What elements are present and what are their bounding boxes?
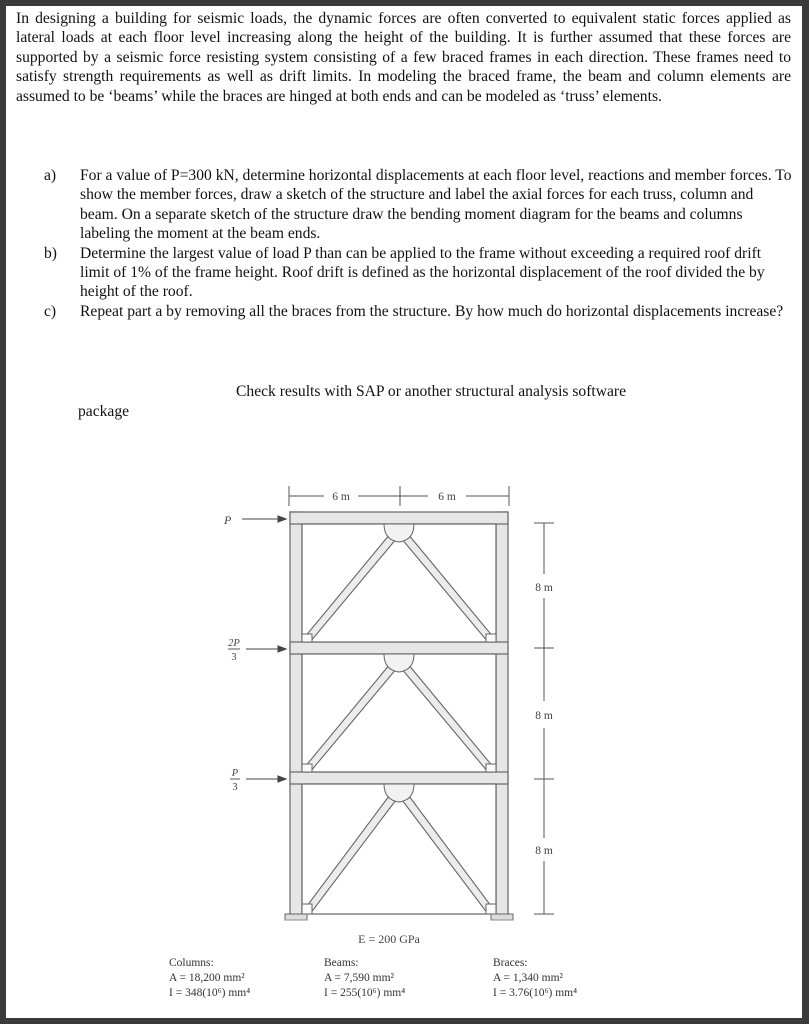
left-column <box>290 512 302 916</box>
part-b-text: Determine the largest value of load P than can be applied to the frame without exceeding a required roof drift limit of 1% of the frame height. Roof drift is defined as the horizontal displacement of the roof divided the by height of the roof. <box>80 244 765 301</box>
span-right-label: 6 m <box>438 491 456 503</box>
gusset-3-left <box>302 634 312 642</box>
load-top-label: P <box>224 513 232 527</box>
story-2-height-label: 8 m <box>535 710 553 722</box>
part-c-label: c) <box>44 302 57 320</box>
load-low-denominator: 3 <box>232 782 238 793</box>
load-arrow-second-head <box>278 776 286 782</box>
load-low-numerator: P <box>231 768 239 779</box>
second-floor-beam <box>290 772 508 784</box>
left-support <box>285 914 307 920</box>
story-1-height-label: 8 m <box>535 845 553 857</box>
gusset-2-left <box>302 764 312 772</box>
braces-title: Braces: <box>493 957 528 969</box>
columns-properties <box>169 956 250 1001</box>
modulus-label: E = 200 GPa <box>358 932 420 946</box>
beams-inertia: I = 255(10⁶) mm⁴ <box>324 987 406 999</box>
beams-properties <box>324 956 405 1001</box>
braces-inertia: I = 3.76(10⁶) mm⁴ <box>493 987 578 999</box>
load-arrow-third-head <box>278 646 286 652</box>
columns-inertia: I = 348(10⁶) mm⁴ <box>169 987 251 999</box>
story-1-bay <box>302 784 496 914</box>
problem-intro: In designing a building for seismic loads, the dynamic forces are often converted to equivalent static forces applied as lateral loads at each floor level increasing along the height of the building. It is further assumed that these forces are supported by a seismic force resisting system consisting of a few braced frames in each direction. These frames need to satisfy strength requirements as well as drift limits. In modeling the braced frame, the beam and column elements are assumed to be ‘beams’ while the braces are hinged at both ends and can be modeled as ‘truss’ elements. <box>16 10 791 105</box>
story-3-height-label: 8 m <box>535 582 553 594</box>
part-a-label: a) <box>44 167 57 184</box>
right-column <box>496 512 508 916</box>
span-left-label: 6 m <box>332 491 350 503</box>
braced-frame-figure <box>6 6 802 1018</box>
braces-properties <box>493 956 577 1001</box>
roof-beam <box>290 512 508 524</box>
third-floor-beam <box>290 642 508 654</box>
document-page <box>6 6 802 1018</box>
beams-title: Beams: <box>324 957 359 969</box>
check-results-line: Check results with SAP or another structural analysis software <box>236 383 627 400</box>
part-a-text: For a value of P=300 kN, determine horizontal displacements at each floor level, reactions and member forces. To show the member forces, draw a sketch of the structure and label the axial forces for each truss, column and beam. On a separate sketch of the structure draw the bending moment diagram for the beams and columns labeling the moment at the beam ends. <box>80 167 792 243</box>
columns-area: A = 18,200 mm² <box>169 972 245 984</box>
gusset-1-right <box>486 904 496 914</box>
columns-title: Columns: <box>169 957 214 969</box>
gusset-2-right <box>486 764 496 772</box>
beams-area: A = 7,590 mm² <box>324 972 394 984</box>
right-support <box>491 914 513 920</box>
braces-area: A = 1,340 mm² <box>493 972 563 984</box>
part-c-text: Repeat part a by removing all the braces from the structure. By how much do horizontal displacements increase? <box>80 302 784 320</box>
gusset-3-right <box>486 634 496 642</box>
load-mid-numerator: 2P <box>228 638 240 649</box>
gusset-1-left <box>302 904 312 914</box>
part-b-label: b) <box>44 244 57 262</box>
load-arrow-roof-head <box>278 516 286 522</box>
load-mid-denominator: 3 <box>231 652 237 663</box>
package-word: package <box>78 403 130 420</box>
